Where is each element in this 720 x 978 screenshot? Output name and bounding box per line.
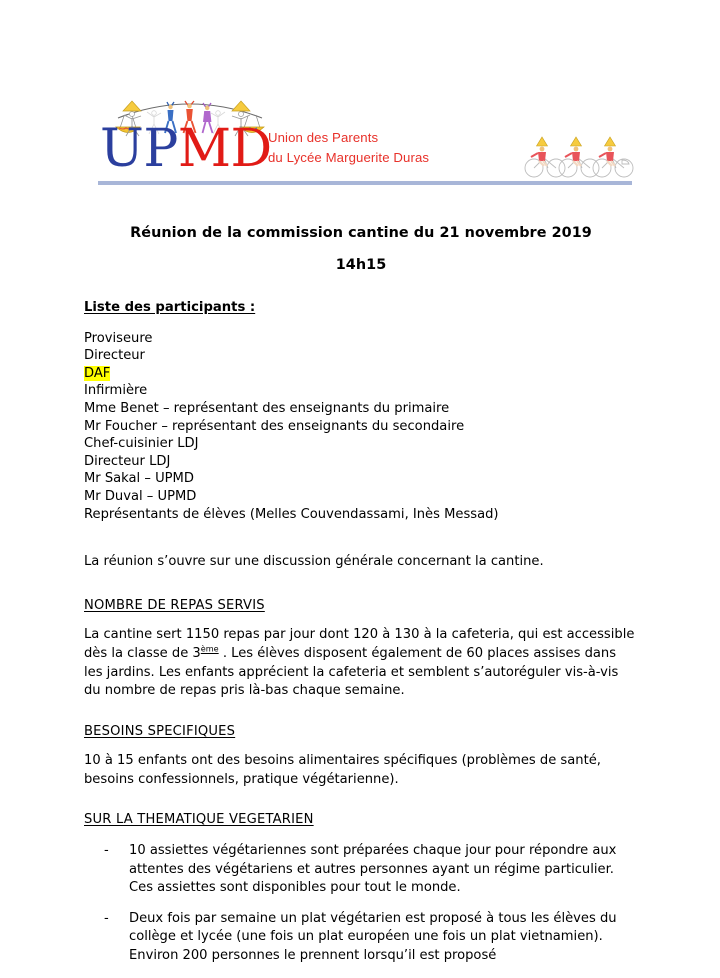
list-item — [84, 382, 638, 400]
meals-text-before-superscript: La cantine sert 1150 repas par jour dont 120 à 130 à la cafeteria, qui est accessible dès la classe de 3 — [84, 627, 635, 661]
participant-name: Représentants de élèves (Melles Couvendassami, Inès Messad) — [84, 506, 499, 522]
list-item — [84, 435, 638, 453]
section-heading-specific-needs: BESOINS SPECIFIQUES — [84, 723, 236, 739]
bullet-text: 10 assiettes végétariennes sont préparées chaque jour pour répondre aux attentes des végétariens et autres personnes ayant un régime particulier. Ces assiettes sont disponibles pour tout le monde. — [129, 843, 617, 896]
participant-name: Mr Duval – UPMD — [84, 488, 197, 504]
participant-name: Chef-cuisinier LDJ — [84, 436, 199, 452]
section-heading-vegetarian: SUR LA THEMATIQUE VEGETARIEN — [84, 812, 314, 828]
list-item — [84, 910, 638, 966]
grade-superscript: ème — [200, 643, 219, 654]
bullet-text: Deux fois par semaine un plat végétarien est proposé à tous les élèves du collège et lycée (une fois un plat européen une fois un plat vietnamien). Environ 200 personnes le prennent lorsqu’il est proposé — [129, 910, 617, 964]
tagline-line-2: du Lycée Marguerite Duras — [268, 149, 430, 165]
list-item — [84, 506, 638, 524]
participant-name: Proviseure — [84, 330, 153, 346]
participant-name: Infirmière — [84, 383, 148, 399]
page-title — [84, 222, 638, 277]
list-item — [84, 330, 638, 348]
participant-name: Directeur LDJ — [84, 453, 171, 469]
document-body — [84, 222, 638, 978]
header-divider-rule — [98, 181, 632, 185]
tagline-line-1: Union des Parents — [268, 130, 379, 145]
logo-wordmark — [100, 119, 272, 179]
page-title-line-1: Réunion de la commission cantine du 21 novembre 2019 — [130, 225, 592, 241]
logo-wordmark-up: UP — [100, 119, 178, 179]
vegetarian-bullet-list — [84, 842, 638, 966]
list-item — [84, 365, 638, 383]
bullet-marker: - — [104, 843, 109, 859]
participant-name-highlighted: DAF — [84, 365, 111, 381]
participant-name: Mme Benet – représentant des enseignants du primaire — [84, 400, 450, 416]
upmd-logo — [100, 88, 275, 180]
participant-name: Mr Foucher – représentant des enseignants du secondaire — [84, 418, 465, 434]
list-item — [84, 418, 638, 436]
participant-name: Directeur — [84, 348, 145, 364]
cyclists-illustration-icon — [522, 128, 640, 180]
list-item — [84, 347, 638, 365]
section-paragraph-specific-needs: 10 à 15 enfants ont des besoins alimentaires spécifiques (problèmes de santé, besoins confessionnels, pratique végétarienne). — [84, 753, 601, 787]
participants-list — [84, 330, 638, 524]
organisation-tagline — [268, 128, 518, 167]
list-item — [84, 400, 638, 418]
section-heading-meals: NOMBRE DE REPAS SERVIS — [84, 597, 265, 613]
page-title-line-2: 14h15 — [335, 257, 387, 273]
participant-name: Mr Sakal – UPMD — [84, 471, 194, 487]
list-item — [84, 470, 638, 488]
meals-text-after-superscript: . Les élèves disposent également de 60 places assises dans les jardins. Les enfants apprécient la cafeteria et semblent s’autoréguler vis-à-vis du nombre de repas pris là-bas chaque semaine. — [84, 645, 619, 699]
intro-paragraph: La réunion s’ouvre sur une discussion générale concernant la cantine. — [84, 554, 544, 570]
list-item — [84, 453, 638, 471]
logo-wordmark-md: MD — [177, 119, 272, 179]
list-item — [84, 488, 638, 506]
bullet-marker: - — [104, 910, 109, 926]
participants-heading: Liste des participants : — [84, 300, 256, 315]
list-item — [84, 842, 638, 898]
section-paragraph-meals — [84, 626, 638, 700]
